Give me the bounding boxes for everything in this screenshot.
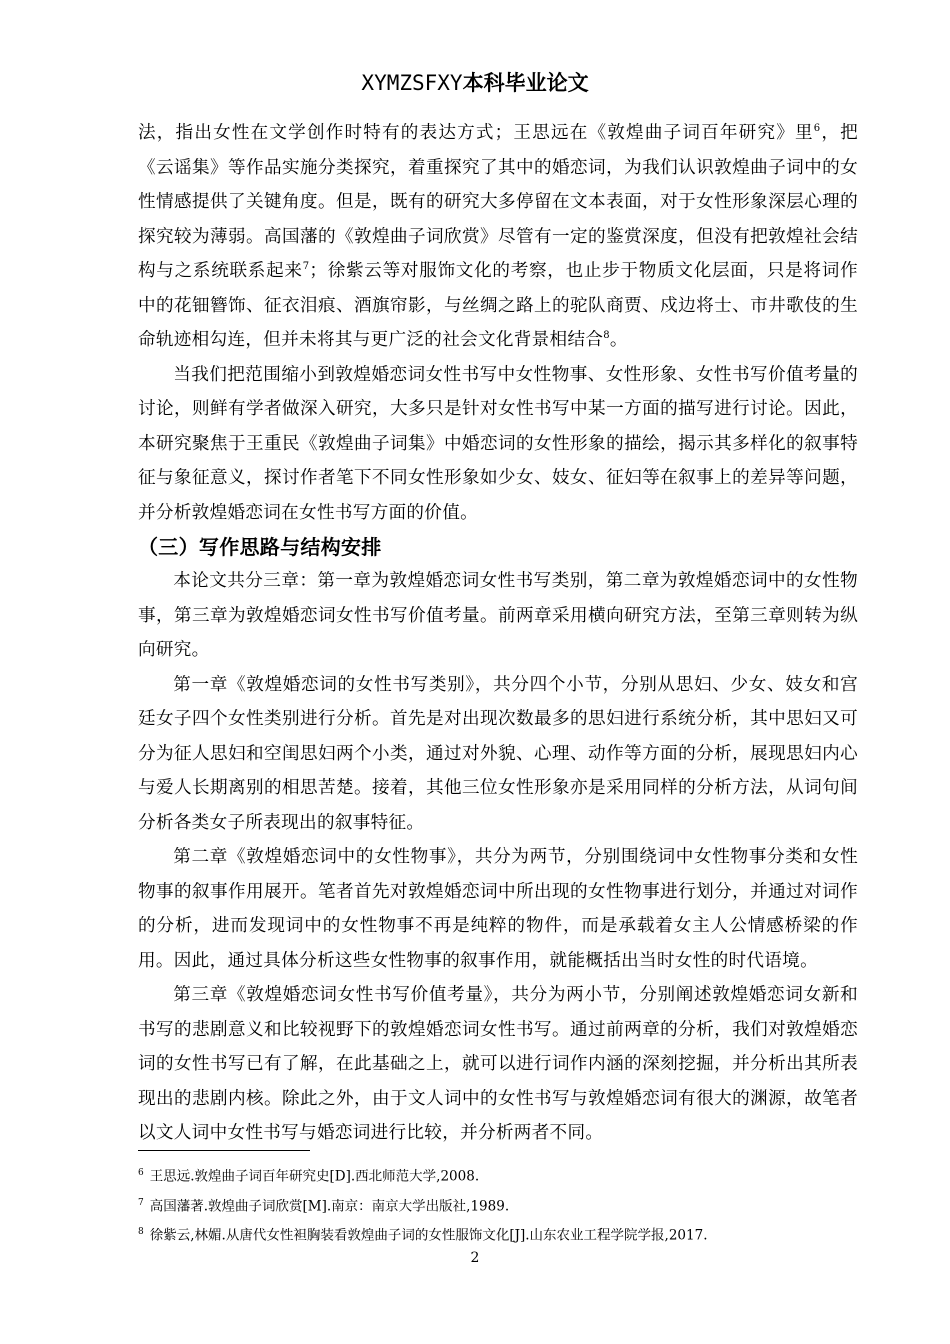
footnote-8 [138, 1219, 878, 1249]
footnotes [138, 1160, 878, 1249]
page-header [0, 68, 950, 98]
footnote-7 [138, 1190, 878, 1220]
footnote-number: 7 [138, 1197, 144, 1208]
body-text [138, 116, 858, 1151]
page-number: 2 [470, 1250, 480, 1266]
paragraph-1 [138, 116, 858, 358]
paragraph-text: ；徐紫云等对服饰文化的考察，也止步于物质文化层面，只是将词作中的花钿簪饰、征衣泪痕、酒旗帘影，与丝绸之路上的驼队商贾、戍边将士、市井歌伎的生命轨迹相勾连，但并未将其与更广泛的社会文化背景相结合 [138, 261, 858, 350]
footnote-text: 徐紫云,林媚.从唐代女性袒胸装看敦煌曲子词的女性服饰文化[J].山东农业工程学院学报,2017. [149, 1227, 708, 1244]
section-paragraph-3: 第二章《敦煌婚恋词中的女性物事》，共分为两节，分别围绕词中女性物事分类和女性物事的叙事作用展开。笔者首先对敦煌婚恋词中所出现的女性物事进行划分，并通过对词作的分析，进而发现词中的女性物事不再是纯粹的物件，而是承载着女主人公情感桥梁的作用。因此，通过具体分析这些女性物事的叙事作用，就能概括出当时女性的时代语境。 [138, 847, 858, 971]
paragraph-text: 。 [609, 330, 628, 350]
footnote-6 [138, 1160, 878, 1190]
section-paragraph-2: 第一章《敦煌婚恋词的女性书写类别》，共分四个小节，分别从思妇、少女、妓女和宫廷女子四个女性类别进行分析。首先是对出现次数最多的思妇进行系统分析，其中思妇又可分为征人思妇和空闺思妇两个小类，通过对外貌、心理、动作等方面的分析，展现思妇内心与爱人长期离别的相思苦楚。接着，其他三位女性形象亦是采用同样的分析方法，从词句间分析各类女子所表现出的叙事特征。 [138, 674, 858, 833]
paragraph-text: 法，指出女性在文学创作时特有的表达方式；王思远在《敦煌曲子词百年研究》里 [138, 123, 814, 143]
footnote-number: 8 [138, 1227, 144, 1237]
section-paragraph-4: 第三章《敦煌婚恋词女性书写价值考量》，共分为两小节，分别阐述敦煌婚恋词女新和书写的悲剧意义和比较视野下的敦煌婚恋词女性书写。通过前两章的分析，我们对敦煌婚恋词的女性书写已有了解，在此基础之上，就可以进行词作内涵的深刻挖掘，并分析出其所表现出的悲剧内核。除此之外，由于文人词中的女性书写与敦煌婚恋词有很大的渊源，故笔者以文人词中女性书写与婚恋词进行比较，并分析两者不同。 [138, 985, 858, 1143]
footnote-divider [138, 1150, 310, 1151]
footnote-ref-8[interactable]: 8 [603, 330, 610, 342]
footnote-number: 6 [138, 1168, 144, 1178]
paragraph-text: ，把《云谣集》等作品实施分类探究，着重探究了其中的婚恋词，为我们认识敦煌曲子词中的女性情感提供了关键角度。但是，既有的研究大多停留在文本表面，对于女性形象深层心理的探究较为薄弱。高国藩的《敦煌曲子词欣赏》尽管有一定的鉴赏深度，但没有把敦煌社会结构与之系统联系起来 [138, 123, 858, 281]
header-title: 本科毕业论文 [462, 71, 589, 95]
footnote-ref-7[interactable]: 7 [302, 261, 310, 273]
paragraph-2: 当我们把范围缩小到敦煌婚恋词女性书写中女性物事、女性形象、女性书写价值考量的讨论，则鲜有学者做深入研究，大多只是针对女性书写中某一方面的描写进行讨论。因此，本研究聚焦于王重民《敦煌曲子词集》中婚恋词的女性形象的描绘，揭示其多样化的叙事特征与象征意义，探讨作者笔下不同女性形象如少女、妓女、征妇等在叙事上的差异等问题，并分析敦煌婚恋词在女性书写方面的价值。 [138, 364, 858, 523]
footnote-text: 高国藩著.敦煌曲子词欣赏[M].南京：南京大学出版社,1989. [149, 1198, 510, 1214]
footnote-text: 王思远.敦煌曲子词百年研究史[D].西北师范大学,2008. [149, 1168, 480, 1185]
section-heading: （三）写作思路与结构安排 [138, 535, 382, 559]
section-paragraph-1: 本论文共分三章：第一章为敦煌婚恋词女性书写类别，第二章为敦煌婚恋词中的女性物事，第三章为敦煌婚恋词女性书写价值考量。前两章采用横向研究方法，至第三章则转为纵向研究。 [138, 571, 858, 660]
footnote-ref-6[interactable]: 6 [813, 123, 821, 135]
header-code: XYMZSFXY [361, 71, 463, 95]
